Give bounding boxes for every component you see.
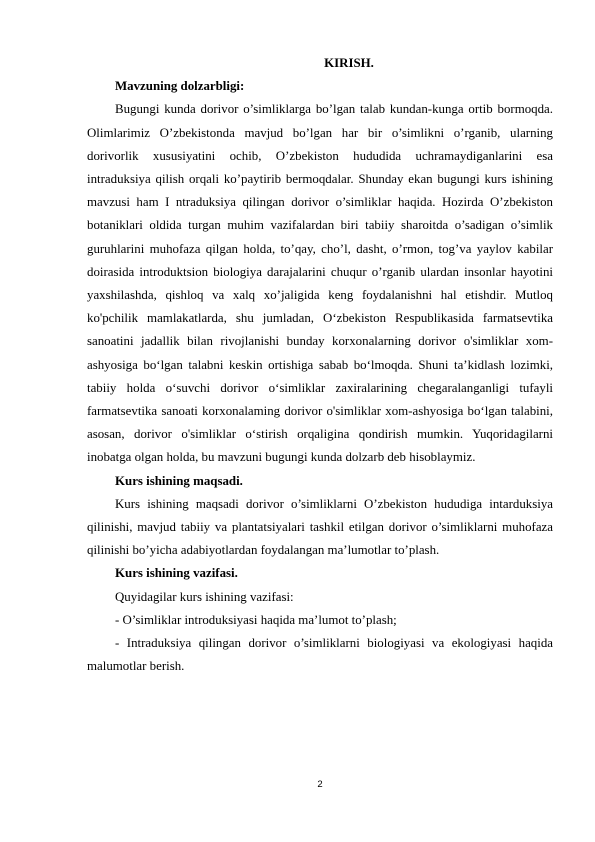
tasks-intro: Quyidagilar kurs ishining vazifasi: <box>115 589 294 604</box>
page-number: 2 <box>317 779 323 790</box>
task-item: - Intraduksiya qilingan dorivor o’simliklarni biologiyasi va ekologiyasi haqida malumotlar berish. <box>87 636 553 674</box>
section-heading-relevance: Mavzuning dolzarbligi: <box>115 79 245 94</box>
page-content <box>87 52 553 678</box>
relevance-paragraph: Bugungi kunda dorivor o’simliklarga bo’lgan talab kundan-kunga ortib bormoqda. Olimlarimiz O’zbekistonda mavjud bo’lgan har bir o’simlikni o’rganib, ularning dorivorlik xususiyatini ochib, O’zbekiston hududida uchramaydiganlarini esa intraduksiya qilish orqali ko’paytirib bermoqdalar. Shunday ekan bugungi kurs ishining mavzusi ham I ntraduksiya qilingan dorivor o’simliklar haqida. Hozirda O’zbekiston botaniklari oldida turgan muhim vazifalardan biri tabiiy sharoitda o’sadigan o’simlik guruhlarini muhofaza qilgan holda, to’qay, cho’l, dasht, o’rmon, tog’va yaylov kabilar doirasida introduktsion biologiya darajalarini chuqur o’rganib ulardan insonlar hayotini yaxshilashda, qishloq va xalq xo’jaligida keng foydalanishni hal etishdir. Mutloq ko'pchilik mamlakatlarda, shu jumladan, O‘zbekiston Respublikasida farmatsevtika sanoatini jadallik bilan rivojlanishi bunday korxonalarning dorivor o'simliklar xom-ashyosiga bo‘lgan talabni keskin ortishiga sabab bo‘lmoqda. Shuni ta’kidlash lozimki, tabiiy holda o‘suvchi dorivor o‘simliklar zaxiralarining chegaralanganligi tufayli farmatsevtika sanoati korxonalaming dorivor o'simliklar xom-ashyosiga bo‘lgan talabini, asosan, dorivor o'simliklar o‘stirish orqaligina qondirish mumkin. Yuqoridagilarni inobatga olgan holda, bu mavzuni bugungi kunda dolzarb deb hisoblaymiz. <box>87 102 553 465</box>
section-heading-tasks: Kurs ishining vazifasi. <box>115 566 238 581</box>
task-item: - O’simliklar introduksiyasi haqida ma’lumot to’plash; <box>115 612 397 627</box>
document-title: KIRISH. <box>324 56 374 70</box>
section-heading-goal: Kurs ishining maqsadi. <box>115 473 243 488</box>
goal-paragraph: Kurs ishining maqsadi dorivor o’simliklarni O’zbekiston hududiga intarduksiya qilinishi, mavjud tabiiy va plantatsiyalari tashkil etilgan dorivor o’simliklarni muhofaza qilinishi bo’yicha adabiyotlardan foydalangan ma’lumotlar to’plash. <box>87 496 553 558</box>
